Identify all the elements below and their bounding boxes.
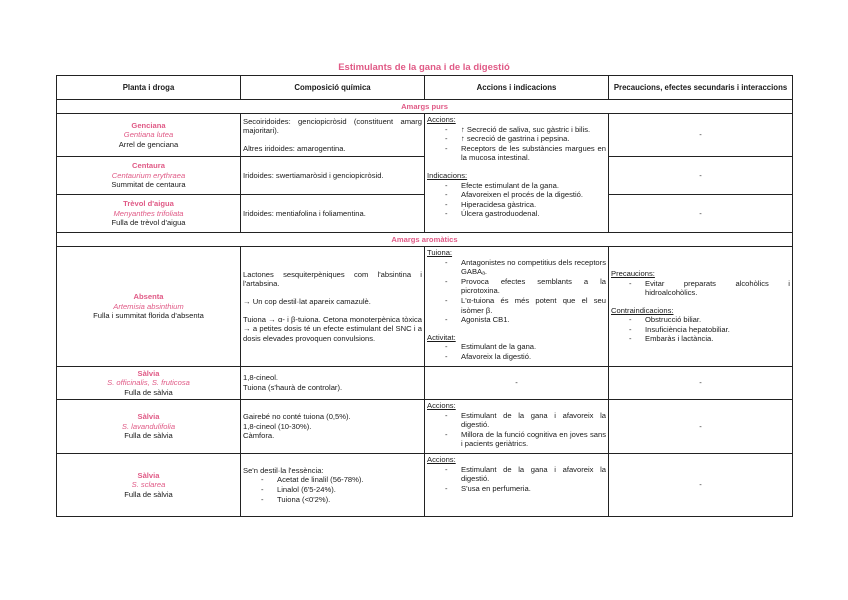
table-row bbox=[57, 454, 793, 517]
list-item: - Estimulant de la gana i afavoreix la digestió. bbox=[427, 465, 606, 484]
list-item: - Millora de la funció cognitiva en joves sans i pacients geriàtrics. bbox=[427, 430, 606, 449]
list-item: - Embaràs i lactància. bbox=[611, 334, 790, 344]
plant-latin: Gentiana lutea bbox=[123, 130, 174, 140]
table-row bbox=[57, 114, 793, 157]
table-row bbox=[57, 400, 793, 454]
actions-cell bbox=[425, 247, 609, 367]
composition-text: Càmfora. bbox=[243, 431, 275, 441]
composition-cell bbox=[241, 400, 425, 454]
header-precautions: Precaucions, efectes secundaris i interaccions bbox=[609, 76, 793, 100]
plant-drug: Fulla de sàlvia bbox=[124, 387, 173, 397]
plant-latin: S. lavandulifolia bbox=[121, 421, 176, 431]
list-item: - S'usa en perfumeria. bbox=[427, 484, 606, 494]
plant-cell bbox=[57, 454, 241, 517]
plant-cell bbox=[57, 114, 241, 157]
actions-label: Accions: bbox=[427, 455, 456, 464]
composition-text: Tuiona → α- i β-tuiona. Cetona monoterpènica tòxica → a petites dosis té un efecte estimulant del SNC i a dosis elevades provoquen convulsions. bbox=[243, 314, 422, 343]
document-title: Estimulants de la gana i de la digestió bbox=[338, 62, 510, 73]
list-item: - Efecte estimulant de la gana. bbox=[427, 181, 606, 191]
list-item: - Acetat de linalil (56-78%). bbox=[243, 475, 422, 485]
list-item: - Insuficiència hepatobiliar. bbox=[611, 325, 790, 335]
contraindications-list bbox=[611, 315, 790, 344]
actions-list bbox=[427, 125, 606, 163]
precautions-cell bbox=[609, 247, 793, 367]
list-item: - ↑ secreció de gastrina i pepsina. bbox=[427, 134, 606, 144]
composition-cell bbox=[241, 114, 425, 157]
actions-label: Accions: bbox=[427, 401, 456, 410]
plant-drug: Fulla i summitat florida d'absenta bbox=[93, 311, 204, 321]
plant-latin: Artemisia absinthium bbox=[113, 301, 184, 311]
actions-label: Accions: bbox=[427, 115, 456, 124]
composition-cell: Iridoides: mentiafolina i foliamentina. bbox=[241, 195, 425, 233]
precautions-list bbox=[611, 279, 790, 298]
actions-cell bbox=[425, 114, 609, 233]
list-item: - ↑ Secreció de saliva, suc gàstric i bilis. bbox=[427, 125, 606, 135]
plant-name: Sàlvia bbox=[137, 470, 160, 480]
plant-name: Absenta bbox=[133, 292, 164, 302]
tuiona-label: Tuiona: bbox=[427, 248, 453, 257]
precautions-cell: - bbox=[609, 400, 793, 454]
list-item: - Úlcera gastroduodenal. bbox=[427, 209, 606, 219]
herbal-table bbox=[56, 75, 793, 517]
precautions-cell: - bbox=[609, 454, 793, 517]
list-item: - Receptors de les substàncies margues en la mucosa intestinal. bbox=[427, 144, 606, 163]
plant-cell bbox=[57, 367, 241, 400]
plant-name: Sàlvia bbox=[137, 412, 160, 422]
precautions-cell: - bbox=[609, 114, 793, 157]
composition-text: Altres iridoides: amarogentina. bbox=[243, 143, 346, 153]
plant-cell bbox=[57, 157, 241, 195]
header-row bbox=[57, 76, 793, 100]
actions-cell: - bbox=[425, 367, 609, 400]
composition-cell bbox=[241, 454, 425, 517]
activity-label: Activitat: bbox=[427, 332, 456, 342]
composition-text: 1,8-cineol. bbox=[243, 373, 279, 383]
plant-drug: Fulla de sàlvia bbox=[124, 489, 173, 499]
composition-text: Lactones sesquiterpèniques com l'absintina i l'artabsina. bbox=[243, 269, 422, 289]
plant-name: Genciana bbox=[131, 120, 166, 130]
contraindications-label: Contraindicacions: bbox=[611, 305, 674, 315]
tuiona-list bbox=[427, 258, 606, 325]
precautions-cell: - bbox=[609, 367, 793, 400]
composition-cell bbox=[241, 247, 425, 367]
plant-drug: Summitat de centaura bbox=[111, 180, 186, 190]
table-row bbox=[57, 367, 793, 400]
precautions-cell: - bbox=[609, 195, 793, 233]
actions-list bbox=[427, 465, 606, 494]
composition-text: Gairebé no conté tuiona (0,5%). bbox=[243, 412, 351, 422]
plant-drug: Arrel de genciana bbox=[118, 139, 179, 149]
composition-text: Secoiridoides: genciopicròsid (constituent amarg majoritari). bbox=[243, 116, 422, 136]
composition-list bbox=[243, 475, 422, 504]
plant-drug: Fulla de trèvol d'aigua bbox=[111, 218, 186, 228]
list-item: - Antagonistes no competitius dels receptors GABAₐ. bbox=[427, 258, 606, 277]
plant-name: Centaura bbox=[132, 161, 165, 171]
actions-cell bbox=[425, 400, 609, 454]
list-item: - Linalol (6'5-24%). bbox=[243, 485, 422, 495]
composition-cell bbox=[241, 367, 425, 400]
plant-cell bbox=[57, 247, 241, 367]
activity-list bbox=[427, 342, 606, 361]
precautions-label: Precaucions: bbox=[611, 268, 655, 278]
section-amargs-purs: Amargs purs bbox=[57, 100, 793, 114]
indications-label: Indicacions: bbox=[427, 170, 468, 180]
plant-latin: S. sclarea bbox=[131, 480, 166, 490]
header-plant: Planta i droga bbox=[57, 76, 241, 100]
list-item: - Obstrucció biliar. bbox=[611, 315, 790, 325]
list-item: - Afavoreixen el procés de la digestió. bbox=[427, 190, 606, 200]
header-actions: Accions i indicacions bbox=[425, 76, 609, 100]
plant-name: Trèvol d'aigua bbox=[123, 199, 174, 209]
list-item: - Tuiona (<0'2%). bbox=[243, 495, 422, 505]
precautions-cell: - bbox=[609, 157, 793, 195]
composition-text: Tuiona (s'haurà de controlar). bbox=[243, 383, 343, 392]
table-row bbox=[57, 247, 793, 367]
composition-text: 1,8-cineol (10-30%). bbox=[243, 421, 312, 431]
composition-cell: Iridoides: swertiamaròsid i genciopicròsid. bbox=[241, 157, 425, 195]
list-item: - Afavoreix la digestió. bbox=[427, 352, 606, 362]
plant-cell bbox=[57, 400, 241, 454]
plant-name: Sàlvia bbox=[137, 368, 160, 378]
composition-text: Se'n destil·la l'essència: bbox=[243, 465, 324, 475]
section-amargs-aromatics: Amargs aromàtics bbox=[57, 233, 793, 247]
indications-list bbox=[427, 181, 606, 219]
list-item: - Hiperacidesa gàstrica. bbox=[427, 200, 606, 210]
list-item: - Estimulant de la gana. bbox=[427, 342, 606, 352]
plant-latin: Menyanthes trifoliata bbox=[113, 208, 184, 218]
plant-cell bbox=[57, 195, 241, 233]
section-row bbox=[57, 100, 793, 114]
plant-latin: S. officinalis, S. fruticosa bbox=[107, 378, 190, 388]
list-item: - Evitar preparats alcohòlics i hidroalcohòlics. bbox=[611, 279, 790, 298]
list-item: - Provoca efectes semblants a la picrotoxina. bbox=[427, 277, 606, 296]
actions-list bbox=[427, 411, 606, 449]
plant-drug: Fulla de sàlvia bbox=[124, 431, 173, 441]
section-row bbox=[57, 233, 793, 247]
composition-text: → Un cop destil·lat apareix camazulè. bbox=[243, 296, 371, 306]
list-item: - Estimulant de la gana i afavoreix la digestió. bbox=[427, 411, 606, 430]
plant-latin: Centaurium erythraea bbox=[111, 170, 186, 180]
header-composition: Composició química bbox=[241, 76, 425, 100]
list-item: - Agonista CB1. bbox=[427, 315, 606, 325]
actions-cell bbox=[425, 454, 609, 517]
list-item: - L'α-tuiona és més potent que el seu isòmer β. bbox=[427, 296, 606, 315]
